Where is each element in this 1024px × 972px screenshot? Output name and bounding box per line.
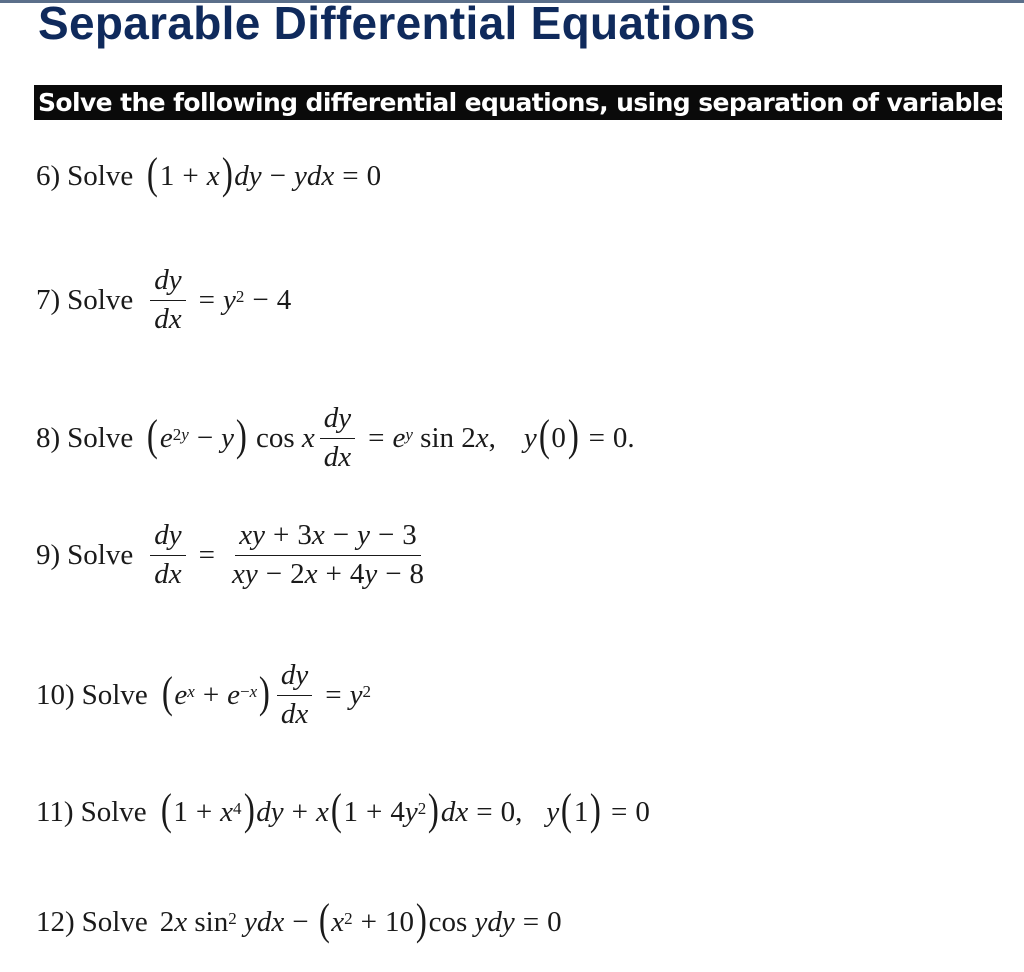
problem-10 (36, 660, 371, 731)
page-title: Separable Differential Equations (38, 0, 756, 49)
equation: ( 1 + x ) dy − ydx = 0 (147, 149, 382, 198)
problem-11 (36, 785, 650, 834)
equation: $\frac{dy}{dx}$ = y $^2$ − 4 (145, 265, 291, 336)
solve-label: Solve (81, 678, 148, 711)
equation: ( e $^x$ + e $^{-x}$ ) $\frac{dy}{dx}$ = y $^2$ (161, 659, 371, 730)
initial-condition: y ( 1 ) = 0 (546, 785, 650, 834)
equation: 2 x sin $^2$ ydx − ( x $^2$ + 10 ) cos ydy = 0 (159, 895, 562, 944)
problem-number: 12) (36, 905, 75, 938)
problem-6 (36, 149, 382, 198)
problem-number: 10) (36, 678, 75, 711)
problem-number: 6) (36, 159, 61, 192)
solve-label: Solve (67, 159, 134, 192)
solve-label: Solve (67, 538, 134, 571)
equation: $\frac{dy}{dx}$ = $\frac{xy + 3x - y - 3}{xy - 2x + 4y - 8}$ (145, 520, 433, 591)
solve-label: Solve (67, 283, 134, 316)
problem-9 (36, 520, 433, 591)
problem-number: 11) (36, 795, 74, 828)
problem-number: 8) (36, 421, 61, 454)
equation: ( 1 + x $^4$ ) dy + x ( 1 + 4 y $^2$ ) dx = 0, (160, 785, 523, 834)
problem-7 (36, 265, 291, 336)
problem-12 (36, 895, 562, 944)
solve-label: Solve (80, 795, 147, 828)
instruction-banner: Solve the following differential equations, using separation of variables. (34, 85, 1002, 120)
solve-label: Solve (81, 905, 148, 938)
equation: ( e $^{2y}$ − y ) cos x $\frac{dy}{dx}$ = e $^y$ sin 2 x , (147, 402, 496, 473)
solve-label: Solve (67, 421, 134, 454)
initial-condition: y ( 0 ) = 0. (523, 411, 635, 461)
problem-8 (36, 403, 635, 474)
problem-number: 9) (36, 538, 61, 571)
problem-number: 7) (36, 283, 61, 316)
